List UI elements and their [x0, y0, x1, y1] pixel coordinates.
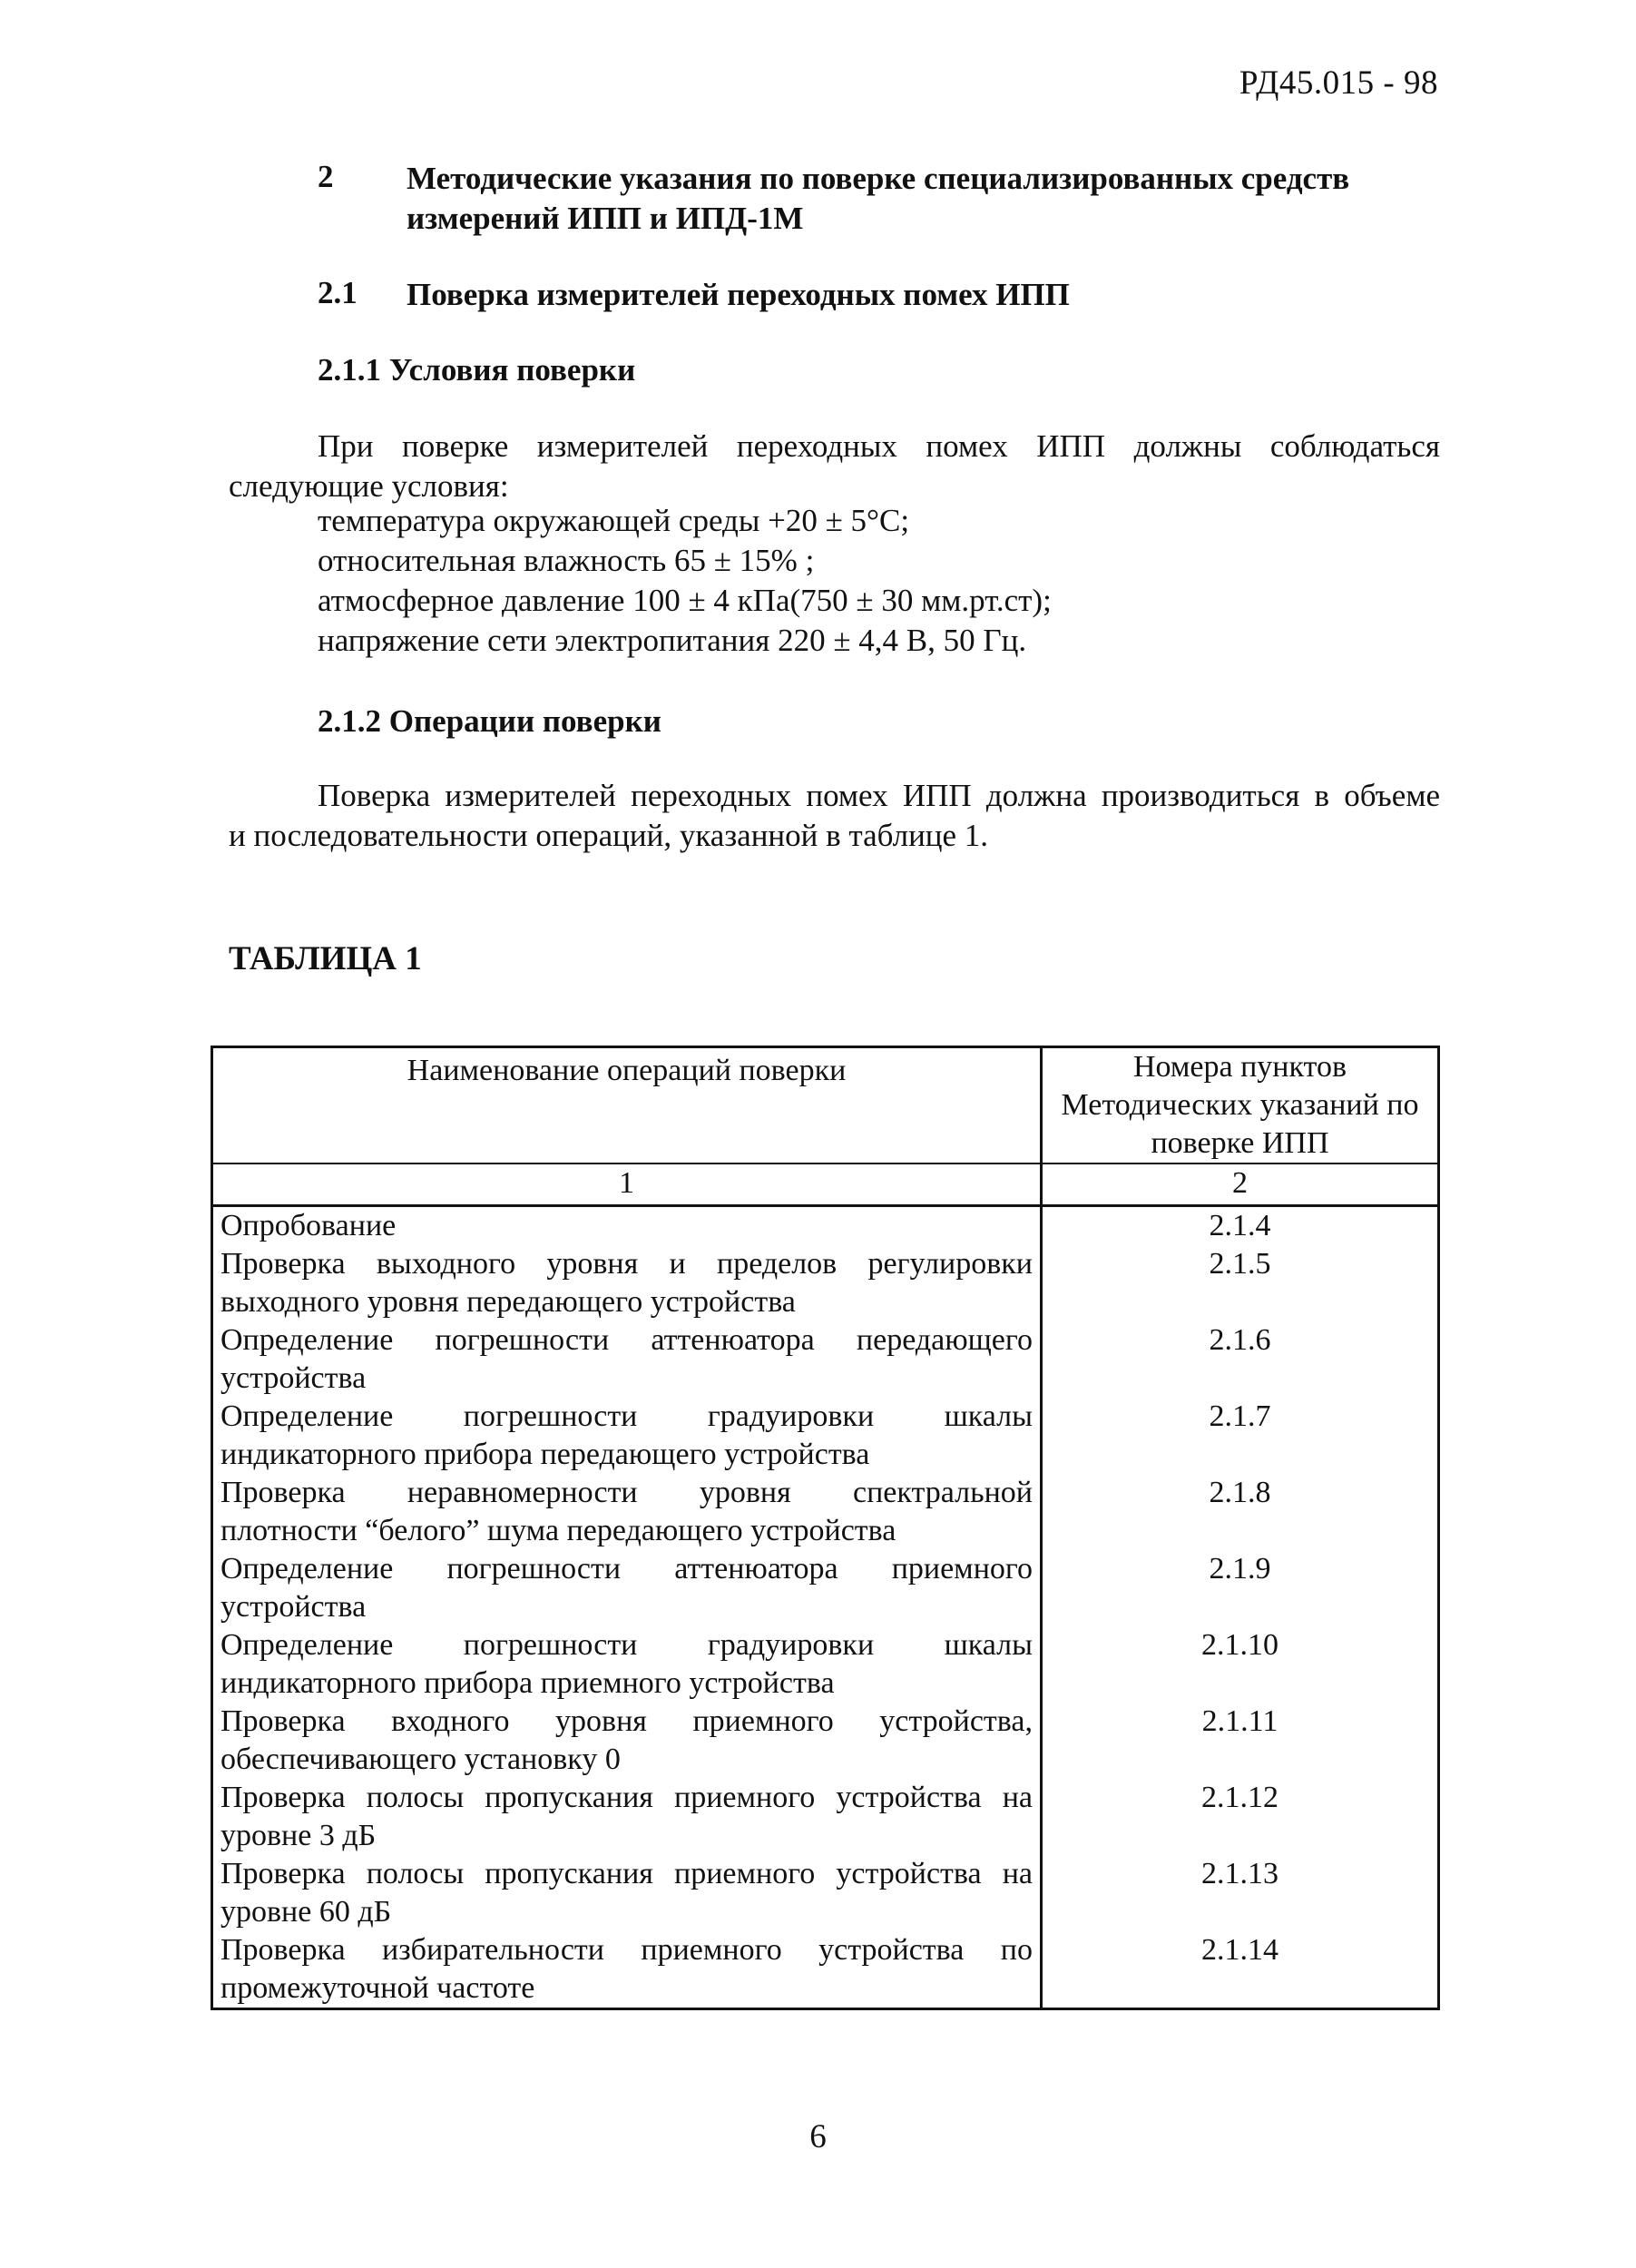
page-number: 6 [809, 2118, 827, 2155]
operation-name [212, 1398, 1042, 1474]
table-row [212, 1626, 1439, 1703]
item-reference: 2.1.7 [1042, 1398, 1439, 1474]
table-row [212, 1855, 1439, 1931]
item-reference: 2.1.5 [1042, 1245, 1439, 1321]
item-reference: 2.1.10 [1042, 1626, 1439, 1703]
operations-intro-line: и последовательности операций, указанной в таблице 1. [229, 818, 989, 853]
operation-name [212, 1206, 1042, 1246]
item-reference: 2.1.9 [1042, 1550, 1439, 1626]
operation-line: индикаторного прибора передающего устройства [220, 1438, 870, 1471]
section-2-1-heading [0, 275, 1636, 320]
section-2-1-title: Поверка измерителей переходных помех ИПП [407, 277, 1070, 312]
operation-name [212, 1703, 1042, 1779]
table-row [212, 1398, 1439, 1474]
condition-item: атмосферное давление 100 ± 4 кПа(750 ± 30 мм.рт.ст); [318, 583, 1052, 618]
section-2-heading [0, 159, 1636, 250]
operation-name [212, 1321, 1042, 1398]
operation-line: обеспечивающего установку 0 [220, 1743, 621, 1776]
item-reference: 2.1.12 [1042, 1779, 1439, 1855]
table-row [212, 1321, 1439, 1398]
table-row [212, 1779, 1439, 1855]
table-row [212, 1245, 1439, 1321]
header-item-numbers-line: поверке ИПП [1151, 1126, 1329, 1160]
operation-line: уровне 60 дБ [220, 1895, 392, 1929]
operation-line: Проверка полосы пропускания приемного устройства на [220, 1857, 1033, 1890]
item-reference: 2.1.13 [1042, 1855, 1439, 1931]
section-2-1-number: 2.1 [318, 275, 358, 310]
condition-item: напряжение сети электропитания 220 ± 4,4 В, 50 Гц. [318, 623, 1027, 658]
conditions-list [318, 501, 1052, 661]
section-2-number: 2 [318, 159, 334, 194]
operation-line: Определение погрешности аттенюатора приемного [220, 1552, 1033, 1586]
operation-line: выходного уровня передающего устройства [220, 1285, 796, 1319]
header-item-numbers [1042, 1047, 1439, 1164]
operation-name [212, 1474, 1042, 1550]
operation-line: устройства [220, 1590, 367, 1624]
column-number-row [212, 1163, 1439, 1206]
table-row [212, 1474, 1439, 1550]
operation-line: Проверка неравномерности уровня спектральной [220, 1476, 1033, 1509]
item-reference: 2.1.6 [1042, 1321, 1439, 1398]
conditions-intro-line: При поверке измерителей переходных помех ИПП должны соблюдаться [318, 428, 1440, 464]
operation-name [212, 1931, 1042, 2009]
operation-name [212, 1550, 1042, 1626]
operation-line: Проверка выходного уровня и пределов регулировки [220, 1247, 1033, 1281]
header-item-numbers-line: Номера пунктов [1132, 1050, 1347, 1084]
section-2-title-line: Методические указания по поверке специализированных средств [407, 161, 1350, 196]
operation-line: Проверка входного уровня приемного устройства, [220, 1704, 1033, 1738]
condition-item: температура окружающей среды +20 ± 5°С; [318, 503, 910, 538]
item-reference: 2.1.11 [1042, 1703, 1439, 1779]
table-caption: ТАБЛИЦА 1 [229, 940, 422, 977]
item-reference: 2.1.8 [1042, 1474, 1439, 1550]
section-2-1-1-heading: 2.1.1 Условия поверки [318, 352, 636, 388]
operation-name [212, 1626, 1042, 1703]
operation-line: плотности “белого” шума передающего устройства [220, 1514, 896, 1547]
operation-line: Определение погрешности аттенюатора передающего [220, 1323, 1033, 1357]
operation-name [212, 1245, 1042, 1321]
operation-line: индикаторного прибора приемного устройства [220, 1666, 835, 1700]
condition-item: относительная влажность 65 ± 15% ; [318, 543, 815, 578]
table-row [212, 1206, 1439, 1246]
item-reference: 2.1.4 [1042, 1206, 1439, 1246]
column-number: 1 [212, 1163, 1042, 1206]
section-2-1-2-heading: 2.1.2 Операции поверки [318, 703, 661, 739]
operation-name [212, 1855, 1042, 1931]
operation-line: промежуточной частоте [220, 1971, 535, 2005]
table-row [212, 1703, 1439, 1779]
header-item-numbers-line: Методических указаний по [1061, 1088, 1419, 1122]
table-header-row [212, 1047, 1439, 1164]
operations-table [211, 1046, 1440, 2010]
operation-line: Проверка полосы пропускания приемного устройства на [220, 1781, 1033, 1814]
operations-intro [229, 776, 1440, 856]
document-code: РД45.015 - 98 [1239, 64, 1438, 102]
conditions-intro [229, 427, 1440, 506]
operation-line: Определение погрешности градуировки шкалы [220, 1628, 1033, 1662]
header-operations-name: Наименование операций поверки [212, 1047, 1042, 1164]
item-reference: 2.1.14 [1042, 1931, 1439, 2009]
section-2-title [407, 159, 1349, 239]
table-row [212, 1931, 1439, 2009]
conditions-intro-line: следующие условия: [229, 468, 509, 504]
operation-name [212, 1779, 1042, 1855]
operations-intro-line: Поверка измерителей переходных помех ИПП должна производиться в объеме [318, 778, 1440, 813]
operation-line: Опробование [220, 1209, 397, 1242]
section-2-title-line: измерений ИПП и ИПД-1М [407, 201, 804, 236]
operation-line: устройства [220, 1361, 367, 1395]
table-row [212, 1550, 1439, 1626]
operation-line: Проверка избирательности приемного устройства по [220, 1933, 1033, 1967]
column-number: 2 [1042, 1163, 1439, 1206]
operation-line: уровне 3 дБ [220, 1819, 377, 1852]
operation-line: Определение погрешности градуировки шкалы [220, 1399, 1033, 1433]
